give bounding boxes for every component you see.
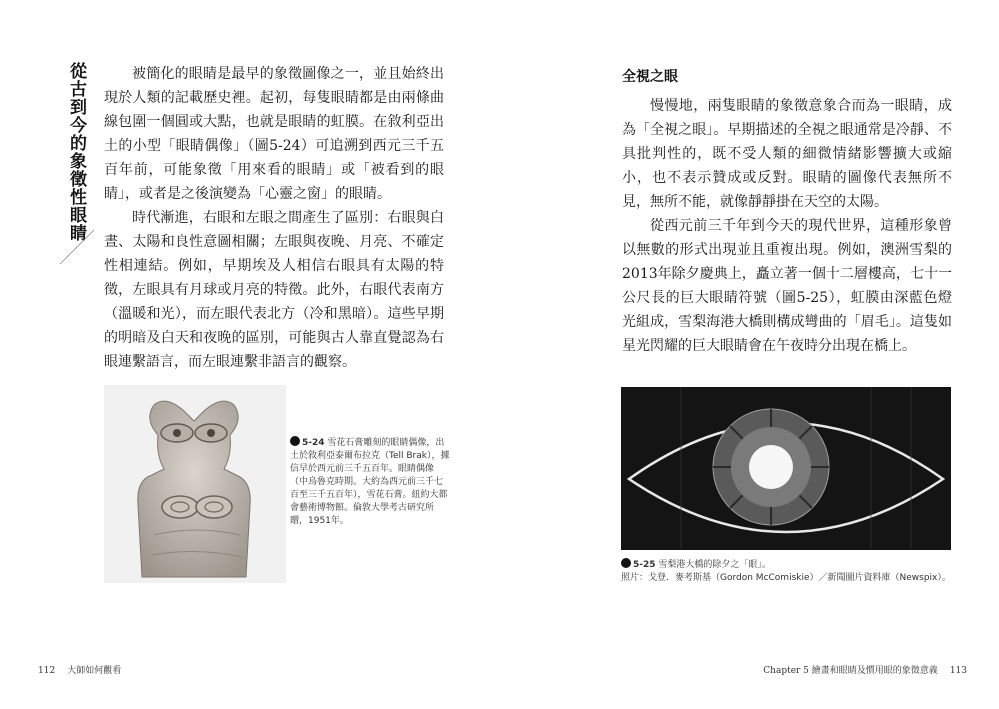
left-paragraph-2: 時代漸進，右眼和左眼之間產生了區別：右眼與白晝、太陽和良性意圖相關；左眼與夜晚、月亮、不確定性相連結。例如，早期埃及人相信右眼具有太陽的特徵，左眼具有月球或月亮的特徵。此外，右眼代表南方（溫暖和光），而左眼代表北方（冷和黑暗）。這些早期的明暗及白天和夜晚的區別，可能與古人靠直覺認為右眼連繫語言，而左眼連繫非語言的觀察。 [104,210,444,370]
photo-credit: 照片：戈登．麥考斯基（Gordon McComiskie）／新聞圖片資料庫（Newspix）。 [621,573,951,583]
left-paragraph-1: 被簡化的眼睛是最早的象徵圖像之一，並且始終出現於人類的記載歷史裡。起初，每隻眼睛都是由兩條曲線包圍一個圓或大點，也就是眼睛的虹膜。在敘利亞出土的小型「眼睛偶像」（圖5-24）可追溯到西元三千五百年前，可能象徵「用來看的眼睛」或「被看到的眼睛」，或者是之後演變為「心靈之窗」的眼睛。 [104,66,444,202]
figure-number: 5-25 [633,560,656,570]
section-heading: 全視之眼 [622,69,678,85]
figure-caption-text: 雪梨港大橋的除夕之「眼」。 [658,560,771,570]
right-page-footer [763,663,967,676]
sydney-harbour-bridge-eye-photo [621,387,951,550]
right-paragraph-1: 慢慢地，兩隻眼睛的象徵意象合而為一眼睛，成為「全視之眼」。早期描述的全視之眼通常是冷靜、不具批判性的，既不受人類的細微情緒影響擴大或縮小，也不表示贊成或反對。眼睛的圖像代表無所不見，無所不能，就像靜靜掛在天空的太陽。 [622,98,952,210]
vertical-section-title: 從古到今的象徵性眼睛 [66,62,86,242]
chapter-label: Chapter 5 [763,666,809,676]
figure-badge-icon [290,436,300,446]
figure-caption-5-25 [621,558,951,585]
figure-caption-text: 雪花石膏雕刻的眼睛偶像，出土於敘利亞泰爾布拉克（Tell Brak），據信早於西元前三千五百年。眼睛偶像（中烏魯克時期。大約為西元前三千七百至三千五百年），雪花石膏。紐約大都會藝術博物館。倫敦大學考古研究所贈，1951年。 [290,438,450,526]
chapter-title: 繪畫和眼睛及慣用眼的象徵意義 [811,666,938,676]
right-page-number: 113 [949,666,967,676]
book-title: 大師如何觀看 [67,666,122,676]
left-page-footer [38,663,121,676]
figure-number: 5-24 [302,438,325,448]
right-paragraph-2: 從西元前三千年到今天的現代世界，這種形象曾以無數的形式出現並且重複出現。例如，澳洲雪梨的2013年除夕慶典上，矗立著一個十二層樓高，七十一公尺長的巨大眼睛符號（圖5-25），虹膜由深藍色燈光組成，雪梨海港大橋則構成彎曲的「眉毛」。這隻如星光閃耀的巨大眼睛會在午夜時分出現在橋上。 [622,218,952,354]
figure-caption-5-24 [290,436,450,528]
figure-badge-icon [621,558,631,568]
left-page-number: 112 [38,666,56,676]
eye-idol-photo [104,385,286,583]
